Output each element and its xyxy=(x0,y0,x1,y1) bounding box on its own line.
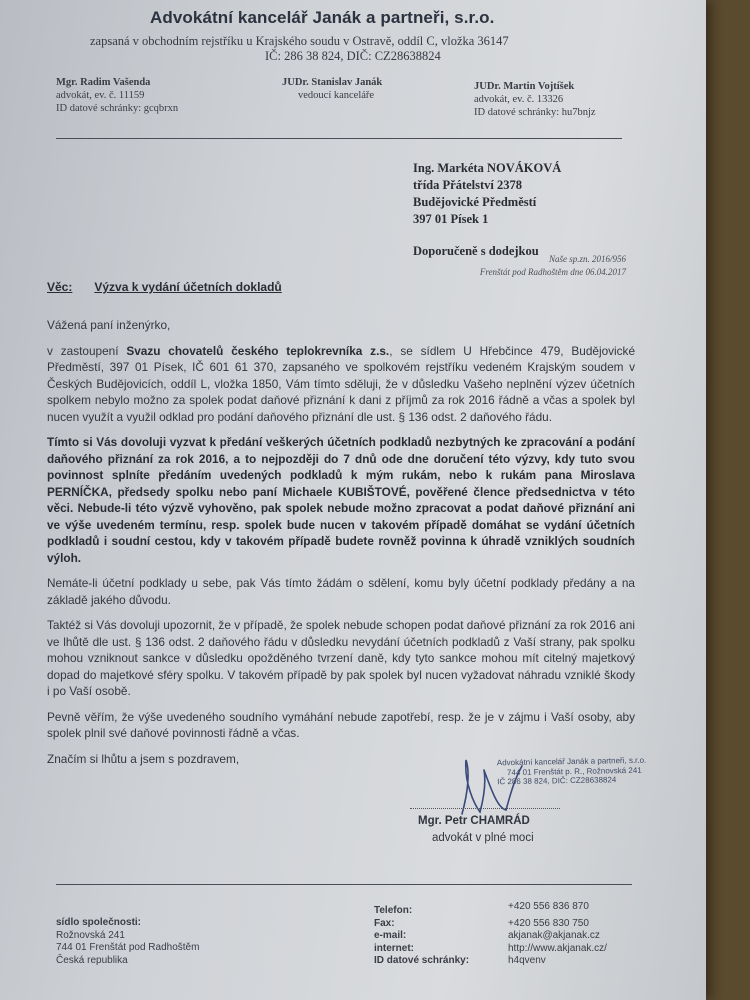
place-date: Frenštát pod Radhoštěm dne 06.04.2017 xyxy=(479,267,626,277)
paragraph-demand: Tímto si Vás dovoluji vyzvat k předání veškerých účetních podkladů nezbytných ke zpracování a podání daňového přiznání za rok 2016, a to nejpozději do 7 dnů ode dne doručení této výzvy, kdy tuto svou povinnost splníte předáním uvedených podkladů k mým rukám, nebo k rukám pana Miroslava PERNÍČKA, předsedy spolku nebo paní Michaele KUBIŠTOVÉ, pověřené člence předsednictva v této věci. Nebude-li této výzvě vyhověno, pak spolek nebude možno zpracovat a podat daňové přiznání ani ve výše uvedeném termínu, resp. spolek bude nucen v takovém případě domáhat se vydání účetních podkladů i soudní cestou, kdy v takovém případě budete rovněž povinna k úhradě vzniklých soudních výloh. xyxy=(47,435,635,565)
recipient-address xyxy=(413,160,561,260)
footer-divider xyxy=(56,884,632,885)
subject-label: Věc: xyxy=(47,280,73,294)
internet-label: internet: xyxy=(374,942,414,954)
letter-body xyxy=(47,317,635,776)
header-divider xyxy=(56,138,622,139)
paragraph-warning: Taktéž si Vás dovoluji upozornit, že v případě, že spolek nebude schopen podat daňové přiznání za rok 2016 ani ve lhůtě dle ust. § 136 odst. 2 daňového řádu v důsledku nevydání účetních podkladů z Vaší strany, pak spolku mohou vzniknout sankce v důsledku opožděného tvrzení daně, kdy tyto sankce mohou mít citelný majetkový dopad do majetkové sféry spolku. V takovém případě by pak spolek byl nucen vyžadovat náhradu vzniklé škody i po Vaší osobě. xyxy=(47,618,635,698)
fax-label: Fax: xyxy=(374,917,395,929)
partner-vasenda xyxy=(56,76,178,115)
subject-line xyxy=(47,280,282,294)
partner-name: JUDr. Stanislav Janák xyxy=(282,77,383,88)
firm-name: Advokátní kancelář Janák a partneři, s.r.o. xyxy=(150,8,495,27)
recipient-city: 397 01 Písek 1 xyxy=(413,212,489,226)
paragraph-inquiry: Nemáte-li účetní podklady u sebe, pak Vás tímto žádám o sdělení, komu byly účetní podklady předány a na základě jakého důvodu. xyxy=(47,576,635,607)
seat-label: sídlo společnosti: xyxy=(56,917,142,928)
stamp-line: 744 01 Frenštát p. R., Rožnovská 241 xyxy=(506,765,642,777)
recipient-district: Budějovické Předměstí xyxy=(413,195,537,209)
recipient-name: Ing. Markéta NOVÁKOVÁ xyxy=(413,161,562,175)
signature-line xyxy=(410,808,560,809)
paragraph-hope: Pevně věřím, že výše uvedeného soudního vymáhání nebude zapotřebí, resp. že je v zájmu i Vaší osoby, aby spolek plnil své daňové povinnosti řádně a včas. xyxy=(47,709,635,740)
paragraph-intro xyxy=(47,343,635,426)
case-number: Naše sp.zn. 2016/956 xyxy=(548,254,626,264)
partner-registration: advokát, ev. č. 11159 xyxy=(56,90,145,101)
signatory-role: advokát v plné moci xyxy=(432,832,534,844)
partner-registration: advokát, ev. č. 13326 xyxy=(474,94,564,105)
contact-block xyxy=(374,901,648,968)
subject-text: Výzva k vydání účetních dokladů xyxy=(94,280,282,294)
company-seat xyxy=(56,917,199,967)
partner-janak xyxy=(282,76,382,102)
stamp-line: Advokátní kancelář Janák a partneři, s.r.o. xyxy=(496,755,647,768)
recipient-street: třída Přátelství 2378 xyxy=(413,178,523,192)
partner-name: Mgr. Radim Vašenda xyxy=(56,77,151,88)
partner-databox: ID datové schránky: hu7bnjz xyxy=(474,107,596,118)
email-value: akjanak@akjanak.cz xyxy=(508,930,600,941)
seat-city: 744 01 Frenštát pod Radhoštěm xyxy=(56,942,200,953)
fax-value: +420 556 830 750 xyxy=(508,917,589,929)
email-label: e-mail: xyxy=(374,930,407,941)
databox-label: ID datové schránky: xyxy=(374,955,470,966)
registry-line: zapsaná v obchodním rejstříku u Krajského soudu v Ostravě, oddíl C, vložka 36147 xyxy=(90,34,509,48)
partner-name: JUDr. Martin Vojtíšek xyxy=(474,81,575,92)
stamp-line: IČ 286 38 824, DIČ: CZ28638824 xyxy=(497,775,617,787)
intro-text: v zastoupení xyxy=(47,343,127,358)
seat-street: Rožnovská 241 xyxy=(56,929,125,941)
client-name: Svazu chovatelů českého teplokrevníka z.s. xyxy=(126,343,390,358)
partner-databox: ID datové schránky: gcqbrxn xyxy=(56,103,179,114)
internet-value: http://www.akjanak.cz/ xyxy=(508,942,607,954)
closing-line: Značím si lhůtu a jsem s pozdravem, xyxy=(47,751,240,766)
databox-value: h4qvenv xyxy=(508,955,546,966)
seat-country: Česká republika xyxy=(56,954,128,966)
signatory-name: Mgr. Petr CHAMRÁD xyxy=(418,815,530,827)
partner-role: vedoucí kanceláře xyxy=(298,90,375,101)
firm-stamp xyxy=(497,756,647,787)
phone-label: Telefon: xyxy=(374,905,413,916)
salutation: Vážená paní inženýrko, xyxy=(47,318,171,332)
intro-text-rest: , se sídlem U Hřebčince 479, Budějovické Předměstí, 397 01 Písek, IČ 601 61 370, zapsaného ve spolkovém rejstříku vedeném Krajským soudem v Českých Budějovicích, oddíl L, vložka 1850, Vám tímto sděluji, že v důsledku Vašeho neplnění výzev účetních spolkem nebylo možno za spolek podat daňové přiznání k dani z příjmů za rok 2016 řádně a včas a spolek byl nucen využít a využil odklad pro podání daňového přiznání dle ust. § 136 odst. 2 daňového řádu. xyxy=(47,343,636,424)
phone-value: +420 556 836 870 xyxy=(508,901,589,912)
delivery-method: Doporučeně s dodejkou xyxy=(413,244,539,258)
partner-vojtisek xyxy=(474,80,596,119)
company-ids: IČ: 286 38 824, DIČ: CZ28638824 xyxy=(265,49,441,63)
